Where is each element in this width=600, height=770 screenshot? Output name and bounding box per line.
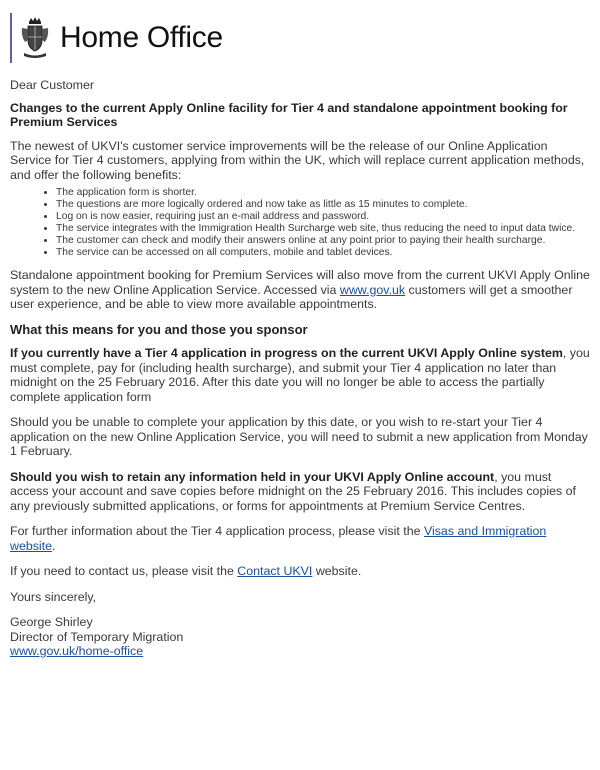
contact-ukvi-link[interactable]: Contact UKVI — [237, 564, 313, 578]
brand-title: Home Office — [60, 21, 223, 54]
list-item: • Log on is now easier, requiring just an e-mail address and password. — [56, 211, 590, 223]
further-info-paragraph: For further information about the Tier 4 application process, please visit the Visas and Immigration website. — [10, 524, 547, 553]
visas-immigration-link[interactable]: Visas and Immigration website — [10, 524, 547, 553]
standalone-paragraph: Standalone appointment booking for Premium Services will also move from the current UKVI Apply Online system to the new Online Application Service. Accessed via www.gov.uk customers will get a smoother user experience, and be able to view more available appointments. — [10, 268, 590, 311]
letter-body — [10, 78, 590, 659]
list-item: • The questions are more logically ordered and now take as little as 15 minutes to complete. — [56, 199, 590, 211]
signature-block — [10, 615, 590, 659]
closing: Yours sincerely, — [10, 589, 97, 604]
intro-paragraph: The newest of UKVI's customer service improvements will be the release of our Online Application Service for Tier 4 customers, applying from within the UK, which will replace current application methods, and offer the following benefits: — [10, 138, 585, 182]
list-item: • The application form is shorter. — [56, 187, 590, 199]
header — [10, 10, 223, 66]
restart-paragraph: Should you be unable to complete your application by this date, or you wish to re-start your Tier 4 application on the new Online Application Service, you will need to submit a new application from Monday 1 February. — [10, 415, 588, 458]
home-office-link[interactable]: www.gov.uk/home-office — [10, 644, 144, 658]
retain-paragraph: Should you wish to retain any information held in your UKVI Apply Online account, you must access your account and save copies before midnight on the 25 February 2016. This includes copies of any previously submitted applications, or forms for appointments at Premium Service Centres. — [10, 469, 576, 513]
signatory-name: George Shirley — [10, 615, 93, 629]
royal-coat-of-arms-icon — [20, 16, 50, 60]
benefits-list — [10, 187, 590, 259]
subject-line: Changes to the current Apply Online facility for Tier 4 and standalone appointment booking for Premium Services — [10, 100, 568, 129]
brand-accent-bar — [10, 13, 12, 63]
section-heading: What this means for you and those you sponsor — [10, 321, 308, 337]
list-item: • The customer can check and modify their answers online at any point prior to paying their health surcharge. — [56, 235, 590, 247]
contact-paragraph: If you need to contact us, please visit the Contact UKVI website. — [10, 564, 362, 578]
gov-uk-link[interactable]: www.gov.uk — [339, 282, 406, 297]
in-progress-paragraph: If you currently have a Tier 4 application in progress on the current UKVI Apply Online system, you must complete, pay for (including health surcharge), and submit your Tier 4 application no later than midnight on the 25 February 2016. After this date you will no longer be able to access the partially complete application form — [10, 346, 590, 404]
signatory-role: Director of Temporary Migration — [10, 629, 184, 644]
greeting: Dear Customer — [10, 78, 95, 92]
list-item: • The service can be accessed on all computers, mobile and tablet devices. — [56, 247, 590, 259]
list-item: • The service integrates with the Immigration Health Surcharge web site, thus reducing the need to input data twice. — [56, 223, 590, 235]
